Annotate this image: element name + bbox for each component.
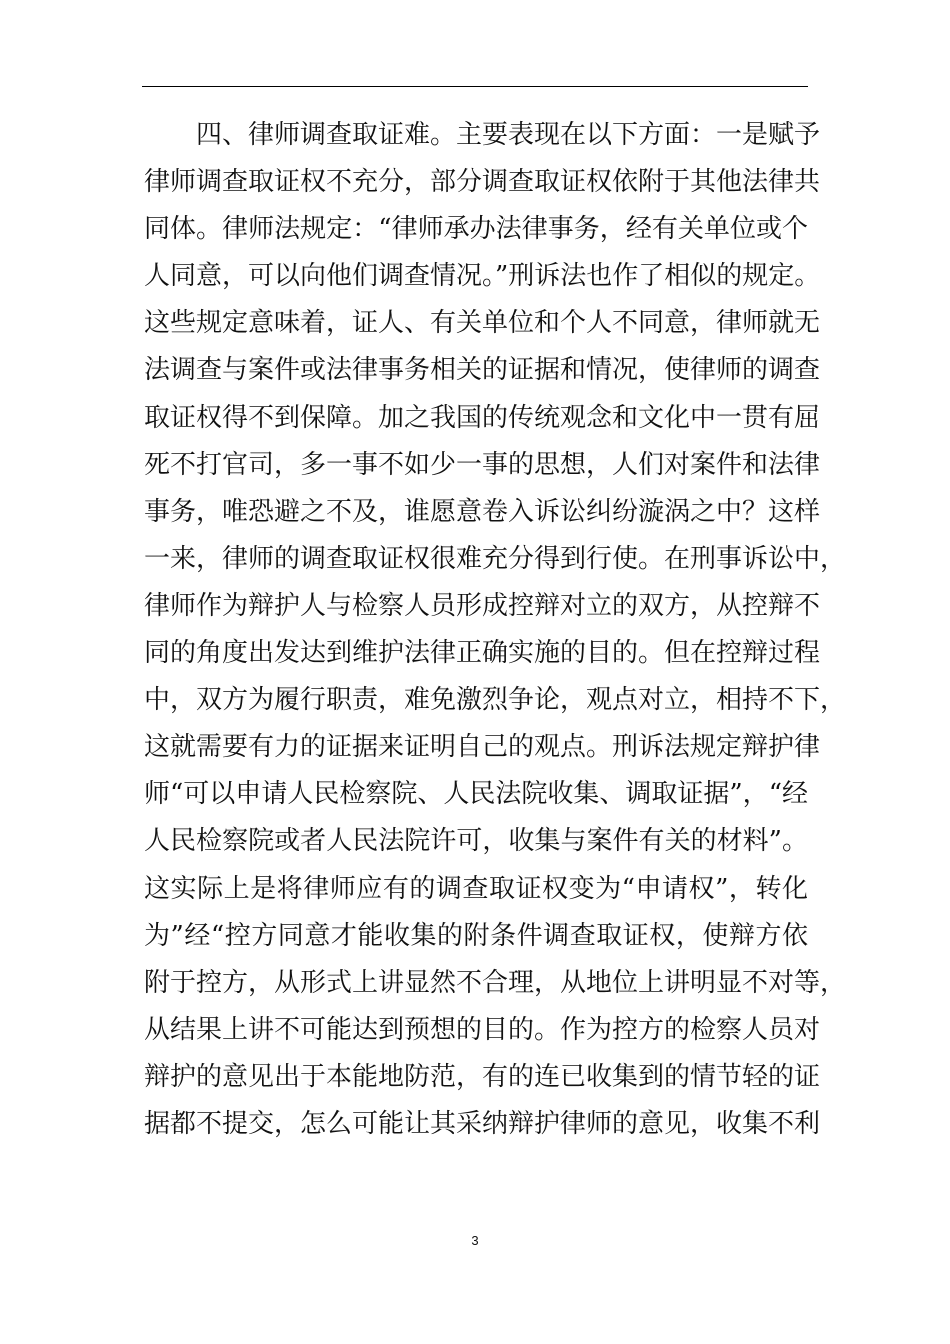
text-line: 师“可以申请人民检察院、人民法院收集、调取证据”，“经 [144,779,808,810]
text-line: 法调查与案件或法律事务相关的证据和情况，使律师的调查 [144,355,821,386]
text-line: 中，双方为履行职责，难免激烈争论，观点对立，相持不下， [144,685,847,716]
text-line: 律师作为辩护人与检察人员形成控辩对立的双方，从控辩不 [144,590,821,621]
text-line: 辩护的意见出于本能地防范，有的连已收集到的情节轻的证 [144,1061,821,1092]
text-line: 四、律师调查取证难。主要表现在以下方面：一是赋予 [196,120,821,150]
text-line: 一来，律师的调查取证权很难充分得到行使。在刑事诉讼中， [144,543,847,574]
text-line: 据都不提交，怎么可能让其采纳辩护律师的意见，收集不利 [144,1108,821,1139]
text-line: 同的角度出发达到维护法律正确实施的目的。但在控辩过程 [144,638,821,669]
text-line: 这些规定意味着，证人、有关单位和个人不同意，律师就无 [144,308,821,339]
header-rule [142,86,808,87]
body-text [144,112,847,1148]
text-line: 人民检察院或者人民法院许可，收集与案件有关的材料”。 [144,826,808,857]
text-line: 人同意，可以向他们调查情况。”刑诉法也作了相似的规定。 [144,261,821,292]
text-line: 同体。律师法规定：“律师承办法律事务，经有关单位或个 [144,214,808,245]
text-line: 取证权得不到保障。加之我国的传统观念和文化中一贯有屈 [144,402,821,433]
text-line: 这实际上是将律师应有的调查取证权变为“申请权”，转化 [144,873,808,904]
text-line: 这就需要有力的证据来证明自己的观点。刑诉法规定辩护律 [144,732,821,763]
text-line: 事务，唯恐避之不及，谁愿意卷入诉讼纠纷漩涡之中？这样 [144,496,821,527]
text-line: 律师调查取证权不充分，部分调查取证权依附于其他法律共 [144,167,821,198]
text-line: 从结果上讲不可能达到预想的目的。作为控方的检察人员对 [144,1014,821,1045]
page-number: 3 [471,1233,479,1248]
text-line: 为”经“控方同意才能收集的附条件调查取证权，使辩方依 [144,920,808,951]
text-line: 死不打官司，多一事不如少一事的思想，人们对案件和法律 [144,449,821,480]
text-line: 附于控方，从形式上讲显然不合理，从地位上讲明显不对等， [144,967,847,998]
